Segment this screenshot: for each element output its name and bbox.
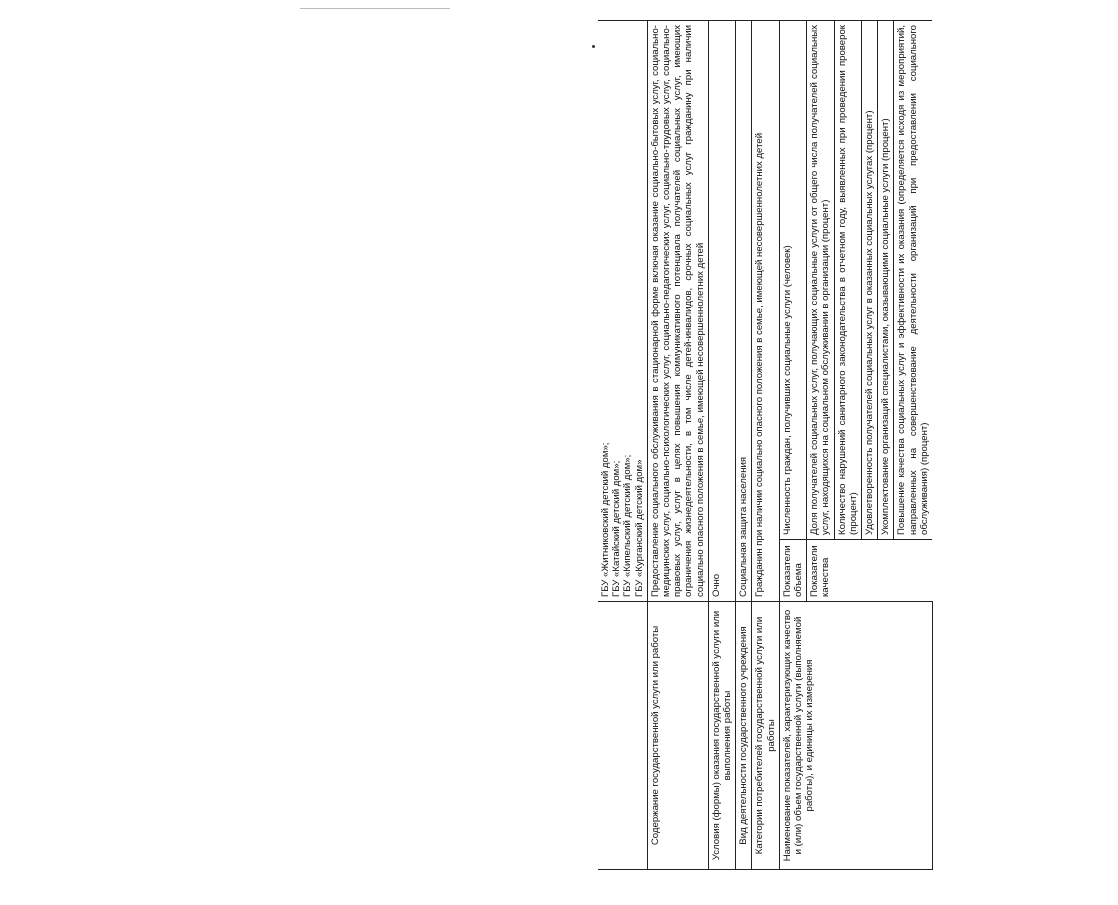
table-row [647,21,708,870]
quality-indicators-label: Показатели качества [807,540,932,602]
org-line: ГБУ «Катайский детский дом»; [611,460,623,597]
table-row [779,21,806,870]
row-label-indicators: Наименование показателей, характеризующих качество и (или) объем государственной услуги (выполняемой работы), и единицы их измерения [779,602,932,870]
service-table [598,20,933,870]
row-label-content: Содержание государственной услуги или работы [647,602,708,870]
org-line: ГБУ «Курганский детский дом» [633,459,645,597]
blank-label-cell [598,602,647,870]
quality-indicator: Доля получателей социальных услуг, получающих социальные услуги от общего числа получателей социальных услуг, находящихся на социальном обслуживании в организации (процент) [807,21,834,540]
table-row [736,21,752,870]
org-line: ГБУ «Житниковский детский дом»; [600,442,611,597]
quality-indicator: Удовлетворенность получателей социальных услуг в оказанных социальных услугах (процент) [862,21,878,540]
org-line: ГБУ «Кипельский детский дом»; [622,454,634,597]
table-row [708,21,735,870]
org-list-cell [598,21,647,602]
volume-indicators-label: Показатели объема [779,540,806,602]
row-label-consumers: Категории потребителей государственной услуги или работы [752,602,779,870]
row-value-consumers: Гражданин при наличии социально опасного положения в семье, имеющей несовершеннолетних детей [752,21,779,602]
row-label-activity: Вид деятельности государственного учреждения [736,602,752,870]
row-label-conditions: Условия (формы) оказания государственной услуги или выполнения работы [708,602,735,870]
quality-indicator: Укомплектование организаций специалистами, оказывающими социальные услуги (процент) [878,21,894,540]
rotated-table-container [598,20,1118,870]
table-row [598,21,647,870]
scan-speck [592,45,595,48]
volume-indicator-value: Численность граждан, получивших социальные услуги (человек) [779,21,806,540]
row-value-activity: Социальная защита населения [736,21,752,602]
scan-edge-top [300,8,450,9]
table-row [752,21,779,870]
quality-indicator: Повышение качества социальных услуг и эффективности их оказания (определяется исходя из мероприятий, направленных на совершенствование деятельности организаций при предоставлении социального обслуживания) (процент) [894,21,932,540]
quality-indicator: Количество нарушений санитарного законодательства в отчетном году, выявленных при проведении проверок (процент) [834,21,861,540]
row-value-conditions: Очно [708,21,735,602]
row-value-content: Предоставление социального обслуживания в стационарной форме включая оказание социально-бытовых услуг, социально-медицинских услуг, социально-психологических услуг, социально-педагогических услуг, социально-трудовых услуг, социально-правовых услуг, услуг в целях повышения коммуникативного потенциала получателей социальных услуг, имеющих ограничения жизнедеятельности, в том числе детей-инвалидов, срочных социальных услуг гражданину при наличии социально опасного положения в семье, имеющей несовершеннолетних детей [647,21,708,602]
